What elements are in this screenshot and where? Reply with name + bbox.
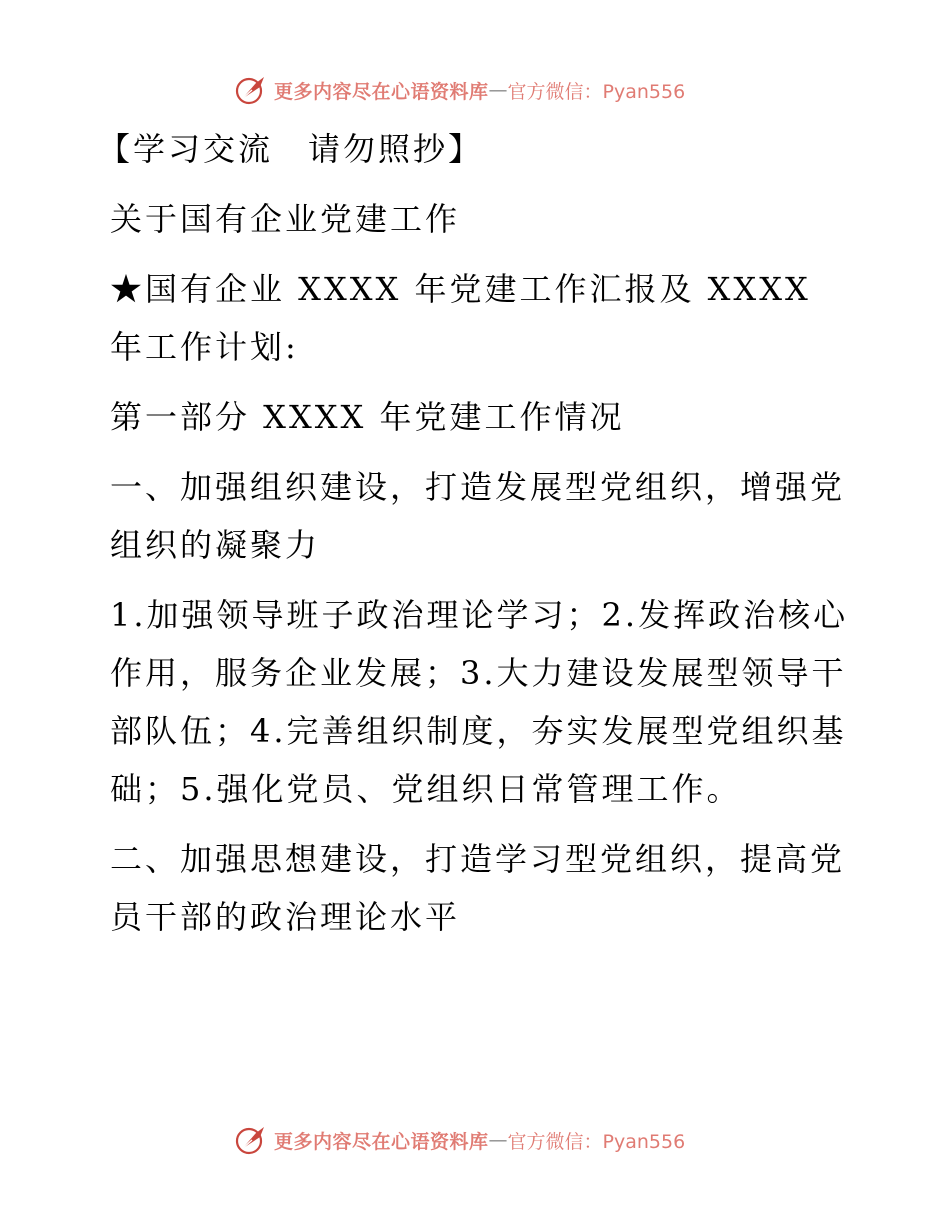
section-one-body: 1.加强领导班子政治理论学习；2.发挥政治核心作用，服务企业发展；3.大力建设发展型领导干部队伍；4.完善组织制度，夯实发展型党组织基础；5.强化党员、党组织日常管理工作。 xyxy=(110,596,849,808)
section-one-heading: 一、加强组织建设，打造发展型党组织，增强党组织的凝聚力 xyxy=(110,468,846,564)
notice-line: 【学习交流 请勿照抄】 xyxy=(98,130,484,168)
header-banner xyxy=(234,70,685,110)
banner-separator: — xyxy=(488,1129,508,1151)
report-title: ★国有企业 XXXX 年党建工作汇报及 XXXX 年工作计划: xyxy=(110,270,811,366)
section-two-heading: 二、加强思想建设，打造学习型党组织，提高党员干部的政治理论水平 xyxy=(110,840,846,936)
quill-pen-logo-icon xyxy=(234,1123,268,1157)
banner-wechat-text: 官方微信：Pyan556 xyxy=(507,1130,686,1153)
footer-banner xyxy=(234,1120,685,1160)
banner-separator: — xyxy=(488,79,508,101)
quill-pen-logo-icon xyxy=(234,73,268,107)
part-one-heading: 第一部分 XXXX 年党建工作情况 xyxy=(110,398,625,436)
document-body xyxy=(98,120,858,946)
banner-main-text: 更多内容尽在心语资料库 xyxy=(274,80,489,103)
topic-line: 关于国有企业党建工作 xyxy=(110,200,461,238)
banner-wechat-text: 官方微信：Pyan556 xyxy=(507,80,686,103)
banner-main-text: 更多内容尽在心语资料库 xyxy=(274,1130,489,1153)
